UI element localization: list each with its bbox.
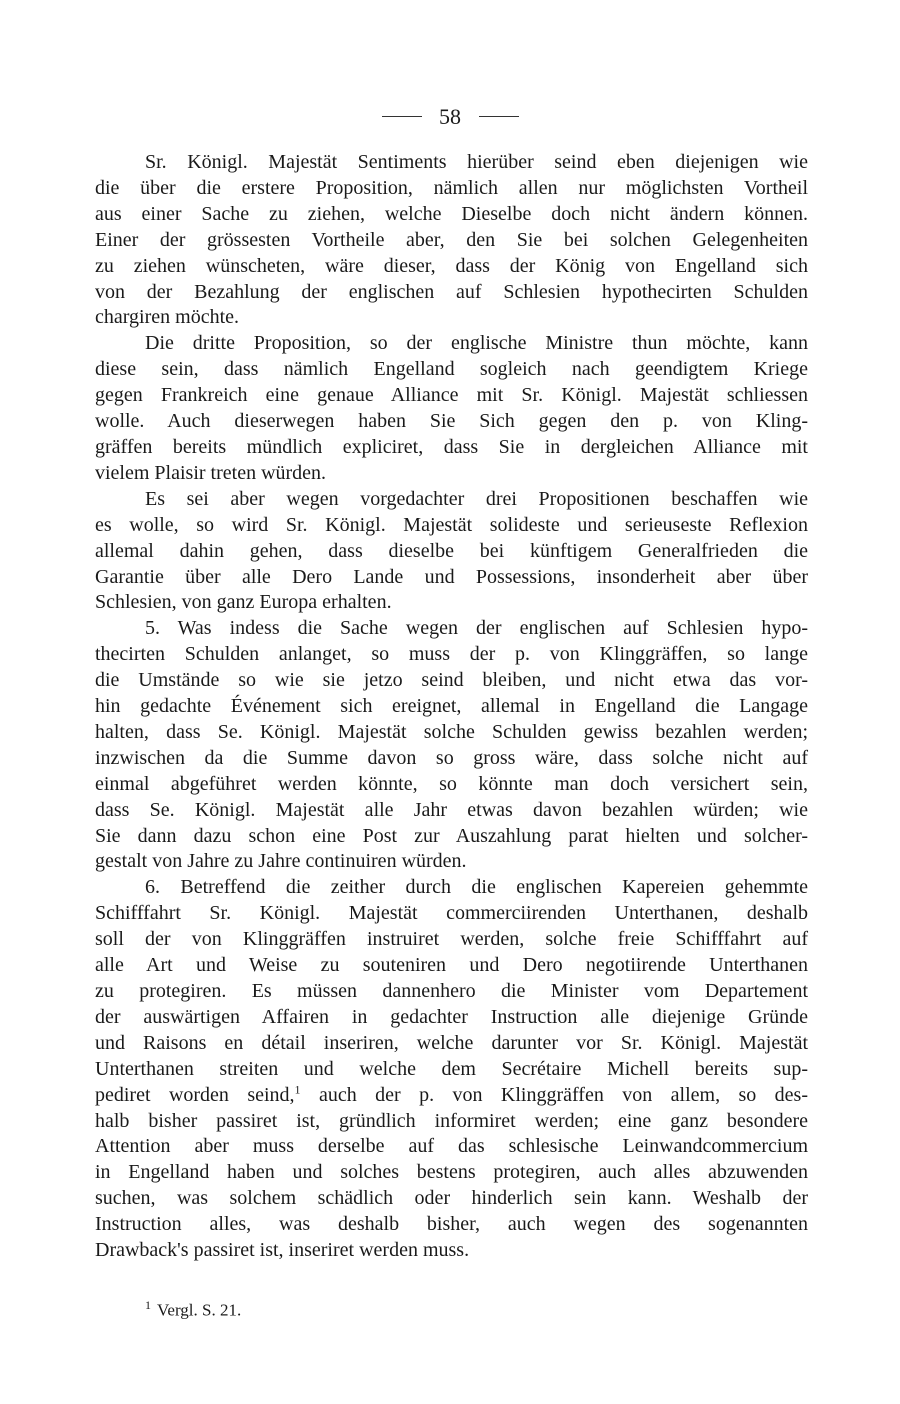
header-dash-left bbox=[382, 116, 422, 117]
text-line: Schifffahrt Sr. Königl. Majestät commerciirenden Unterthanen, deshalb bbox=[95, 902, 808, 925]
body-text bbox=[95, 150, 808, 1264]
text-line: gestalt von Jahre zu Jahre continuiren würden. bbox=[95, 850, 467, 873]
text-line: Es sei aber wegen vorgedachter drei Propositionen beschaffen wie bbox=[145, 487, 808, 510]
text-line: Garantie über alle Dero Lande und Possessions, insonderheit aber über bbox=[95, 565, 808, 588]
text-line: chargiren möchte. bbox=[95, 306, 240, 329]
text-line: allemal dahin gehen, dass dieselbe bei künftigem Generalfrieden die bbox=[95, 539, 808, 562]
text-line: aus einer Sache zu ziehen, welche Dieselbe doch nicht ändern können. bbox=[95, 202, 808, 225]
text-line: die über die erstere Proposition, nämlich allen nur möglichsten Vortheil bbox=[95, 176, 808, 199]
footnote bbox=[145, 1293, 241, 1323]
text-line: 6. Betreffend die zeither durch die englischen Kapereien gehemmte bbox=[145, 876, 808, 899]
text-line: Schlesien, von ganz Europa erhalten. bbox=[95, 591, 392, 614]
text-line: gräffen bereits mündlich expliciret, dass Sie in dergleichen Alliance mit bbox=[95, 435, 808, 458]
text-line: suchen, was solchem schädlich oder hinderlich sein kann. Weshalb der bbox=[95, 1187, 808, 1210]
text-line: in Engelland haben und solches bestens protegiren, auch alles abzuwenden bbox=[95, 1161, 808, 1184]
text-line: einmal abgeführet werden könnte, so könnte man doch versichert sein, bbox=[95, 772, 808, 795]
paragraph-section-5 bbox=[95, 616, 808, 875]
text-line: wolle. Auch dieserwegen haben Sie Sich gegen den p. von Kling- bbox=[95, 410, 808, 433]
text-line: hin gedachte Événement sich ereignet, allemal in Engelland die Langage bbox=[95, 695, 808, 718]
text-line: alle Art und Weise zu souteniren und Dero negotiirende Unterthanen bbox=[95, 954, 808, 977]
text-line: die Umstände so wie sie jetzo seind bleiben, und nicht etwa das vor- bbox=[95, 669, 808, 692]
text-line: Attention aber muss derselbe auf das schlesische Leinwandcommercium bbox=[95, 1135, 808, 1158]
text-line-with-footnote bbox=[95, 1083, 808, 1109]
text-line: soll der von Klinggräffen instruiret werden, solche freie Schifffahrt auf bbox=[95, 928, 808, 951]
text-line: zu protegiren. Es müssen dannenhero die Minister vom Departement bbox=[95, 980, 808, 1002]
footnote-reference[interactable]: 1 bbox=[294, 1081, 301, 1096]
text-line: Einer der grössesten Vortheile aber, den Sie bei solchen Gelegenheiten bbox=[95, 228, 808, 251]
text-line: Die dritte Proposition, so der englische Ministre thun möchte, kann bbox=[145, 332, 808, 355]
text-line: halten, dass Se. Königl. Majestät solche Schulden gewiss bezahlen werden; bbox=[95, 720, 808, 743]
text-line: zu ziehen wünscheten, wäre dieser, dass der König von Engelland sich bbox=[95, 254, 808, 277]
text-line: Unterthanen streiten und welche dem Secrétaire Michell bereits sup- bbox=[95, 1057, 808, 1080]
text-line: von der Bezahlung der englischen auf Schlesien hypothecirten Schulden bbox=[95, 280, 808, 303]
paragraph-section-6 bbox=[95, 875, 808, 1264]
footnote-text: Vergl. S. 21. bbox=[157, 1300, 242, 1320]
text-line: Sie dann dazu schon eine Post zur Auszahlung parat hielten und solcher- bbox=[95, 824, 808, 847]
text-segment: auch der p. von Klinggräffen von allem, so des- bbox=[300, 1083, 808, 1106]
text-line: dass Se. Königl. Majestät alle Jahr etwas davon bezahlen würden; wie bbox=[95, 798, 808, 821]
page-header bbox=[0, 100, 900, 132]
paragraph-3 bbox=[95, 487, 808, 617]
text-line: inzwischen da die Summe davon so gross wäre, dass solche nicht auf bbox=[95, 746, 808, 769]
text-line: gegen Frankreich eine genaue Alliance mit Sr. Königl. Majestät schliessen bbox=[95, 384, 808, 407]
text-line: Sr. Königl. Majestät Sentiments hierüber seind eben diejenigen wie bbox=[145, 151, 808, 173]
header-dash-right bbox=[479, 116, 519, 117]
footnote-mark: 1 bbox=[145, 1298, 151, 1312]
text-line: diese sein, dass nämlich Engelland sogleich nach geendigtem Kriege bbox=[95, 358, 808, 381]
page-number: 58 bbox=[439, 103, 461, 129]
text-segment: pediret worden seind, bbox=[95, 1083, 295, 1106]
text-line: thecirten Schulden anlanget, so muss der p. von Klinggräffen, so lange bbox=[95, 643, 808, 666]
text-line: der auswärtigen Affairen in gedachter Instruction alle diejenige Gründe bbox=[95, 1005, 808, 1028]
paragraph-2 bbox=[95, 331, 808, 486]
text-line: und Raisons en détail inseriren, welche darunter vor Sr. Königl. Majestät bbox=[95, 1031, 808, 1054]
text-line: es wolle, so wird Sr. Königl. Majestät solideste und serieuseste Reflexion bbox=[95, 513, 808, 536]
paragraph-1 bbox=[95, 150, 808, 331]
text-line: 5. Was indess die Sache wegen der englischen auf Schlesien hypo- bbox=[145, 617, 808, 640]
text-line: Drawback's passiret ist, inseriret werden muss. bbox=[95, 1239, 470, 1262]
text-line: halb bisher passiret ist, gründlich informiret werden; eine ganz besondere bbox=[95, 1109, 808, 1132]
text-line: Instruction alles, was deshalb bisher, auch wegen des sogenannten bbox=[95, 1213, 808, 1236]
text-line: vielem Plaisir treten würden. bbox=[95, 461, 327, 484]
